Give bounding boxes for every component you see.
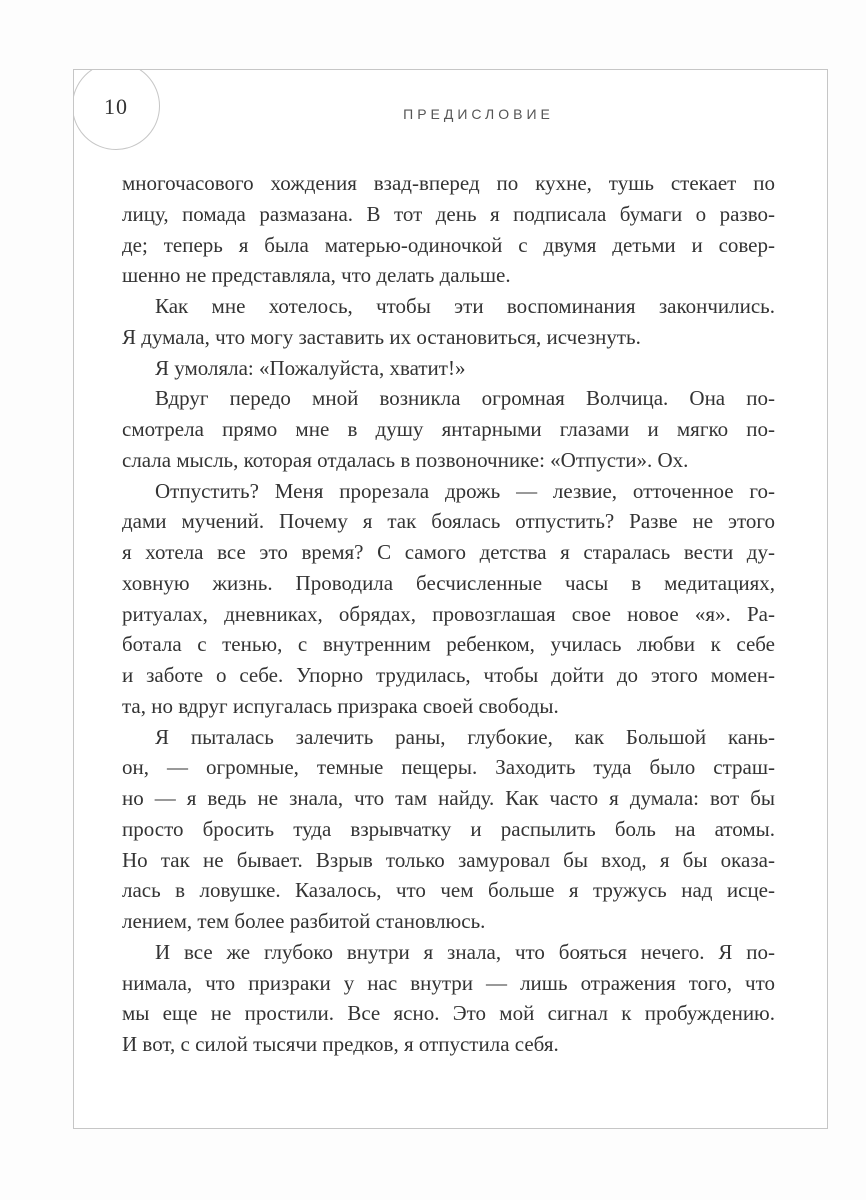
text-line: де; теперь я была матерью-одиночкой с двумя детьми и совер- [122,232,775,257]
text-line: Вдруг передо мной возникла огромная Волчица. Она по- [155,386,775,411]
text-line: смотрела прямо мне в душу янтарными глазами и мягко по- [122,417,775,441]
page-number: 10 [104,94,128,119]
text-line: просто бросить туда взрывчатку и распылить боль на атомы. [122,816,775,841]
text-line: он, — огромные, темные пещеры. Заходить туда было страш- [122,755,775,780]
text-line: Отпустить? Меня прорезала дрожь — лезвие, отточенное го- [155,478,775,503]
text-line: И вот, с силой тысячи предков, я отпустила себя. [122,1032,559,1056]
text-line: ритуалах, дневниках, обрядах, провозглашая свое новое «я». Ра- [122,601,775,626]
running-header: ПРЕДИСЛОВИЕ [403,106,554,122]
text-line: Как мне хотелось, чтобы эти воспоминания закончились. [155,294,775,318]
text-line: лицу, помада размазана. В тот день я подписала бумаги о разво- [122,201,775,226]
text-line: и заботе о себе. Упорно трудилась, чтобы дойти до этого момен- [122,663,775,687]
text-line: мы еще не простили. Все ясно. Это мой сигнал к пробуждению. [122,1001,775,1026]
text-line: дами мучений. Почему я так боялась отпустить? Разве не этого [122,509,775,534]
text-line: многочасового хождения взад-вперед по кухне, тушь стекает по [122,171,775,195]
text-line: Я думала, что могу заставить их остановиться, исчезнуть. [122,324,641,349]
text-line: я хотела все это время? С самого детства я старалась вести ду- [122,540,775,564]
text-line: ботала с тенью, с внутренним ребенком, училась любви к себе [122,632,775,657]
text-line: И все же глубоко внутри я знала, что бояться нечего. Я по- [155,939,775,964]
text-line: шенно не представляла, что делать дальше. [122,263,511,288]
page-frame [73,69,828,1129]
text-block [122,168,775,1060]
text-line: та, но вдруг испугалась призрака своей свободы. [122,693,559,718]
text-line: Но так не бывает. Взрыв только замуровал бы вход, я бы оказа- [122,847,775,872]
text-line: Я пыталась залечить раны, глубокие, как Большой кань- [155,724,775,749]
text-line: лением, тем более разбитой становлюсь. [122,909,486,933]
text-line: слала мысль, которая отдалась в позвоночнике: «Отпусти». Ох. [122,447,689,472]
text-line: Я умоляла: «Пожалуйста, хватит!» [155,355,466,380]
text-line: ховную жизнь. Проводила бесчисленные часы в медитациях, [122,570,775,595]
text-line: но — я ведь не знала, что там найду. Как часто я думала: вот бы [122,786,775,810]
text-line: лась в ловушке. Казалось, что чем больше я тружусь над исце- [122,878,775,903]
text-line: нимала, что призраки у нас внутри — лишь отражения того, что [122,970,775,995]
